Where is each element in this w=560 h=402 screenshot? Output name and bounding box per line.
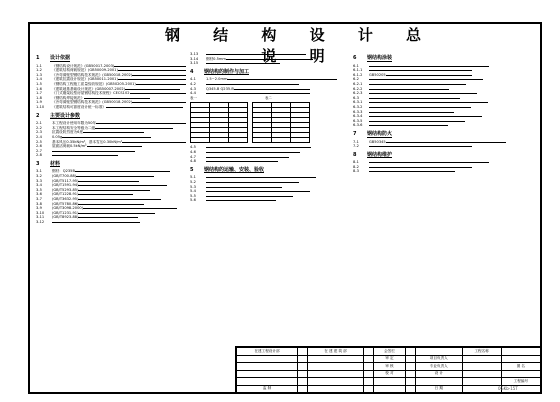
table-caption: 表二 [265, 95, 272, 100]
column-left [36, 52, 186, 225]
clause-text: (GB/T5293-85) [52, 188, 186, 193]
title-block-cell: 专业负责人 [416, 363, 462, 371]
clause-number: 3-13 [190, 52, 199, 56]
title-block-cell [405, 348, 415, 356]
clause-number: 8-1 [353, 160, 359, 165]
clause-number: 6-2-1 [353, 81, 363, 86]
table-captions [190, 96, 345, 101]
title-block-cell [308, 385, 364, 393]
clause-number: 1-5 [36, 81, 42, 86]
illegible-text-mark [369, 96, 460, 99]
table-row [191, 138, 248, 143]
clause-text: 《钢结构焊接规范》 [52, 96, 186, 101]
clause-number: 6-2-3 [353, 91, 363, 96]
title-block-cell [405, 363, 415, 371]
clause-number: 1-8 [36, 95, 42, 100]
title-block-cell [363, 370, 373, 378]
title-block-cell: 设 计 [416, 370, 462, 378]
section-heading [353, 132, 535, 138]
clause-text: 钢材0.5mm [206, 57, 345, 62]
clause-number: 3-3 [36, 178, 42, 183]
illegible-text-mark [78, 192, 133, 195]
clause-number: 3-10 [36, 210, 45, 215]
spec-line [36, 220, 186, 225]
column-right [353, 52, 535, 174]
illegible-text-mark [62, 135, 151, 138]
weld-tables [190, 100, 345, 145]
clause-text [52, 153, 186, 158]
clause-text: 《钢结构工程施工质量验收规范》(GB50205-2001) [52, 82, 186, 87]
clause-number: 5-1 [190, 175, 196, 180]
clause-number: 1-3 [36, 72, 42, 77]
title-block-row [237, 385, 541, 393]
table-caption: 表一 [190, 95, 197, 100]
clause-text: (GB/T8923-88) [52, 215, 186, 220]
clause-number: 4-1 [190, 77, 196, 82]
illegible-text-mark [83, 206, 177, 209]
spec-line [190, 159, 345, 164]
illegible-text-mark [114, 64, 186, 67]
illegible-text-mark [386, 140, 506, 143]
title-block-cell [298, 355, 308, 363]
spec-line [353, 144, 535, 149]
illegible-text-mark [78, 179, 139, 182]
illegible-text-mark [206, 198, 276, 201]
illegible-text-mark [96, 121, 186, 124]
clause-number: 8-2 [353, 164, 359, 169]
title-block-cell [501, 370, 540, 378]
illegible-text-mark [52, 153, 118, 156]
illegible-text-mark [78, 215, 138, 218]
illegible-text-mark [95, 126, 173, 129]
clause-text: Q345-B Q235-B [206, 87, 345, 92]
clause-number: 3-14 [190, 56, 199, 61]
title-block-row [237, 355, 541, 363]
section-title: 设计依据 [50, 55, 71, 61]
illegible-text-mark [206, 175, 316, 178]
title-block-row [237, 348, 541, 356]
illegible-text-mark [206, 155, 289, 158]
clause-number: 2-2 [36, 125, 42, 130]
title-block-cell [298, 363, 308, 371]
column-middle [190, 52, 345, 203]
title-block-cell: 工程编号 [501, 378, 540, 386]
illegible-text-mark [206, 61, 280, 64]
title-block-row [237, 378, 541, 386]
section-number: 1 [36, 55, 40, 61]
title-block-cell [237, 370, 298, 378]
clause-number: 2-4 [36, 134, 42, 139]
section-number: 6 [353, 55, 357, 61]
clause-number: 3-9 [36, 206, 42, 211]
clause-number: 4-4 [190, 91, 196, 96]
table-cell [229, 138, 248, 143]
title-block-cell [405, 385, 415, 393]
illegible-text-mark [206, 150, 300, 153]
illegible-text-mark [106, 105, 183, 108]
illegible-text-mark [369, 119, 465, 122]
illegible-text-mark [369, 110, 454, 113]
title-block-cell: 日 期 [416, 385, 462, 393]
illegible-text-mark [122, 140, 186, 143]
illegible-text-mark [118, 68, 186, 71]
table-row [253, 138, 310, 143]
title-block-cell [462, 355, 501, 363]
clause-number: 4-6 [190, 149, 196, 154]
title-block-cell [462, 370, 501, 378]
section-number: 7 [353, 130, 357, 137]
clause-number: 3-5 [36, 187, 42, 192]
spec-table [190, 102, 248, 143]
title-block-cell [308, 355, 364, 363]
illegible-text-mark [234, 87, 310, 90]
illegible-text-mark [78, 188, 150, 191]
title-block-row [237, 363, 541, 371]
clause-text [206, 61, 345, 66]
clause-text: 抗震设防烈度为6度 [52, 130, 186, 135]
clause-number: 6-2 [353, 77, 359, 82]
section-heading [190, 168, 345, 174]
title-block-table [236, 347, 541, 393]
title-block-cell [374, 378, 406, 386]
title-block-cell [462, 378, 501, 386]
illegible-text-mark [386, 73, 472, 76]
clause-number: 6-3-6 [353, 123, 363, 128]
clause-text: 《建筑地基基础设计规范》(GB50007-2002) [52, 87, 186, 92]
illegible-text-mark [76, 174, 154, 177]
illegible-text-mark [78, 211, 155, 214]
illegible-text-mark [130, 91, 186, 94]
table-cell [253, 138, 272, 143]
clause-number: 1-6 [36, 86, 42, 91]
title-block-cell: 审 核 [374, 363, 406, 371]
clause-number: 5-5 [190, 193, 196, 198]
title-block-cell: 监 制 [237, 385, 298, 393]
illegible-text-mark [78, 183, 167, 186]
clause-text: 1.5~2.0mm [206, 77, 345, 82]
clause-text: (GB/T3632-95) [52, 197, 186, 202]
clause-number: 3-12 [36, 220, 45, 224]
clause-number: 1-9 [36, 100, 42, 105]
illegible-text-mark [118, 77, 186, 80]
section-heading [36, 114, 186, 120]
title-block-cell [405, 355, 415, 363]
clause-number: 6-2-2 [353, 86, 363, 91]
illegible-text-mark [75, 169, 170, 172]
spec-line [353, 169, 535, 174]
clause-number: 2-3 [36, 130, 42, 135]
title-block-cell [298, 370, 308, 378]
title-block-cell [298, 385, 308, 393]
title-block-cell: 会签栏 [374, 348, 406, 356]
clause-number: 5-6 [190, 198, 196, 203]
clause-text [369, 169, 535, 174]
clause-text: (GB/T700-88) [52, 174, 186, 179]
title-block-cell [405, 370, 415, 378]
title-block-cell [363, 348, 373, 356]
clause-text: 《门式刚架轻型房屋钢结构技术规程》CECS102 [52, 91, 186, 96]
clause-number: 1-4 [36, 77, 42, 82]
illegible-text-mark [369, 77, 483, 80]
clause-number: 1-2 [36, 68, 42, 73]
clause-number: 3-15 [190, 61, 199, 66]
illegible-text-mark [369, 144, 472, 147]
table-cell [210, 138, 229, 143]
illegible-text-mark [369, 87, 449, 90]
section-title: 钢结构防火 [367, 130, 393, 137]
clause-number: 4-2 [190, 81, 196, 86]
clause-number: 2-8 [36, 153, 42, 158]
clause-number: 6-3-5 [353, 118, 363, 123]
illegible-text-mark [206, 82, 299, 85]
title-block-cell [363, 363, 373, 371]
clause-text [369, 123, 535, 128]
illegible-text-mark [369, 105, 471, 108]
clause-text: 本工程结构安全等级为二级 [52, 126, 186, 131]
clause-text [52, 220, 186, 225]
spec-table [252, 102, 310, 143]
title-block-cell [501, 348, 540, 356]
section-heading [353, 56, 535, 62]
clause-text: 《冷弯薄壁型钢结构技术规范》(GB50018-2002) [52, 73, 186, 78]
clause-number: 3-6 [36, 192, 42, 197]
title-block-cell [462, 385, 501, 393]
clause-number: 1-7 [36, 91, 42, 96]
section-title: 钢结构的制作与加工 [204, 68, 250, 75]
illegible-text-mark [52, 149, 135, 152]
title-block-cell: 工程名称 [462, 348, 501, 356]
clause-text: (GB/T3098-2000) [52, 206, 186, 211]
illegible-text-mark [206, 180, 299, 183]
clause-number: 4-7 [190, 154, 196, 159]
section-number: 4 [190, 68, 194, 75]
section-title: 钢结构涂装 [367, 55, 393, 61]
title-block-cell [363, 385, 373, 393]
clause-text: (GB/T5117-95) [52, 179, 186, 184]
spec-line [36, 153, 186, 158]
clause-number: 3-1 [36, 169, 42, 174]
table-cell [191, 138, 210, 143]
illegible-text-mark [206, 52, 306, 55]
section-heading [353, 153, 535, 159]
title-block-cell [237, 355, 298, 363]
clause-number: 6-1 [353, 63, 359, 68]
title-block-cell [298, 348, 308, 356]
clause-text: 基本风压0.35kN/m²，基本雪压0.30kN/m² [52, 140, 186, 145]
illegible-text-mark [369, 64, 489, 67]
table-cell [272, 138, 291, 143]
section-number: 8 [353, 151, 357, 158]
clause-number: 2-5 [36, 139, 42, 144]
section-heading [36, 56, 186, 62]
clause-number: 3-2 [36, 174, 42, 179]
clause-text: 《冷弯薄壁型钢结构技术规范》(GB50018-2002) [52, 100, 186, 105]
title-block-cell [298, 378, 308, 386]
illegible-text-mark [206, 159, 278, 162]
illegible-text-mark [369, 68, 472, 71]
title-block-cell [374, 385, 406, 393]
clause-number: 7-2 [353, 144, 359, 149]
clause-number: 6-1-1 [353, 68, 363, 73]
illegible-text-mark [369, 169, 455, 172]
illegible-text-mark [83, 130, 144, 133]
title-block-cell: 校 对 [374, 370, 406, 378]
illegible-text-mark [132, 100, 186, 103]
clause-text: 屋面活荷载0.5kN/m² [52, 144, 186, 149]
title-block-cell: 在 建 建 筑 部 [308, 348, 364, 356]
clause-text: 《建筑抗震设计规范》(GB50011-2001) [52, 77, 186, 82]
clause-number: 5-4 [190, 189, 196, 194]
illegible-text-mark [369, 91, 477, 94]
title-block-cell [416, 348, 462, 356]
clause-text: GB50345 [369, 140, 535, 145]
spec-line [190, 198, 345, 203]
illegible-text-mark [125, 87, 180, 90]
clause-number: 4-3 [190, 86, 196, 91]
clause-number: 2-6 [36, 144, 42, 149]
title-block-cell [308, 378, 364, 386]
clause-text: 《钢结构设计规范》(GB50017-2003) [52, 64, 186, 69]
clause-number: 6-1-2 [353, 72, 363, 77]
illegible-text-mark [206, 185, 282, 188]
clause-number: 5-2 [190, 179, 196, 184]
clause-text [206, 159, 345, 164]
clause-number: 6-3-2 [353, 104, 363, 109]
title-block-cell: 审 定 [374, 355, 406, 363]
illegible-text-mark [369, 114, 482, 117]
clause-number: 8-3 [353, 169, 359, 174]
clause-text: 钢材：Q235B [52, 169, 186, 174]
clause-number: 3-8 [36, 201, 42, 206]
title-block-cell: 项目负责人 [416, 355, 462, 363]
title-block-cell: 图 名 [501, 363, 540, 371]
clause-number: 6-3 [353, 95, 359, 100]
clause-text: GB50205 [369, 73, 535, 78]
illegible-text-mark [78, 197, 161, 200]
title-block-cell: 在建工程设计部 [237, 348, 298, 356]
title-block-cell [363, 378, 373, 386]
title-block-cell [308, 363, 364, 371]
title-block-cell [501, 355, 540, 363]
illegible-text-mark [369, 100, 488, 103]
clause-number: 7-1 [353, 139, 359, 144]
clause-number: 4-8 [190, 159, 196, 164]
title-block-cell [416, 378, 462, 386]
clause-text [206, 198, 345, 203]
illegible-text-mark [369, 160, 489, 163]
clause-number: 6-3-4 [353, 114, 363, 119]
section-title: 钢结构的运输、安装、验收 [204, 166, 265, 173]
title-block-row [237, 370, 541, 378]
clause-number: 4-5 [190, 145, 196, 150]
illegible-text-mark [52, 220, 140, 223]
clause-text: 本工程设计使用年限为50年 [52, 121, 186, 126]
clause-number: 2-7 [36, 148, 42, 153]
title-block-cell [405, 378, 415, 386]
section-heading [36, 162, 186, 168]
illegible-text-mark [369, 165, 472, 168]
clause-number: 3-7 [36, 197, 42, 202]
section-title: 主要设计参数 [50, 112, 81, 119]
title-block-cell [237, 378, 298, 386]
illegible-text-mark [84, 96, 150, 99]
illegible-text-mark [132, 73, 186, 76]
clause-text: 《建筑结构可靠度设计统一标准》 [52, 105, 186, 110]
illegible-text-mark [369, 82, 466, 85]
drawing-number: 0GKb-15T [498, 386, 518, 391]
illegible-text-mark [206, 91, 310, 94]
title-block-cell [237, 363, 298, 371]
clause-text: (GB/T1228-91) [52, 192, 186, 197]
title-block-cell [308, 370, 364, 378]
table-cell [291, 138, 310, 143]
illegible-text-mark [78, 202, 144, 205]
title-block-cell [462, 363, 501, 371]
section-title: 材料 [50, 160, 61, 167]
illegible-text-mark [206, 145, 311, 148]
clause-text: 0.05g [52, 135, 186, 140]
clause-number: 3-4 [36, 183, 42, 188]
illegible-text-mark [136, 82, 186, 85]
illegible-text-mark [369, 123, 448, 126]
clause-number: 5-3 [190, 184, 196, 189]
clause-text: (GB/T1231-91) [52, 211, 186, 216]
clause-number: 2-1 [36, 121, 42, 126]
title-block-cell [363, 355, 373, 363]
spec-line [353, 123, 535, 128]
illegible-text-mark [227, 77, 337, 80]
illegible-text-mark [87, 144, 142, 147]
clause-number: 6-3-1 [353, 100, 363, 105]
section-number: 2 [36, 112, 40, 119]
clause-text [369, 144, 535, 149]
section-heading [190, 70, 345, 76]
clause-text: 《建筑结构荷载规范》(GB50009-2001) [52, 68, 186, 73]
spec-line [36, 105, 186, 110]
clause-number: 3-11 [36, 215, 45, 220]
section-number: 5 [190, 166, 194, 173]
clause-text: (GB/T1591-94) [52, 183, 186, 188]
clause-number: 6-3-3 [353, 109, 363, 114]
clause-number: 1-10 [36, 104, 45, 109]
illegible-text-mark [226, 57, 313, 60]
section-number: 3 [36, 160, 40, 167]
illegible-text-mark [206, 189, 310, 192]
clause-text: (GB/T5780-86) [52, 202, 186, 207]
section-title: 钢结构维护 [367, 151, 393, 158]
sheet-title: 钢 结 构 设 计 总 说 明 [164, 26, 436, 65]
illegible-text-mark [206, 194, 293, 197]
clause-number: 1-1 [36, 63, 42, 68]
title-block [235, 346, 541, 393]
spec-line [190, 61, 345, 66]
